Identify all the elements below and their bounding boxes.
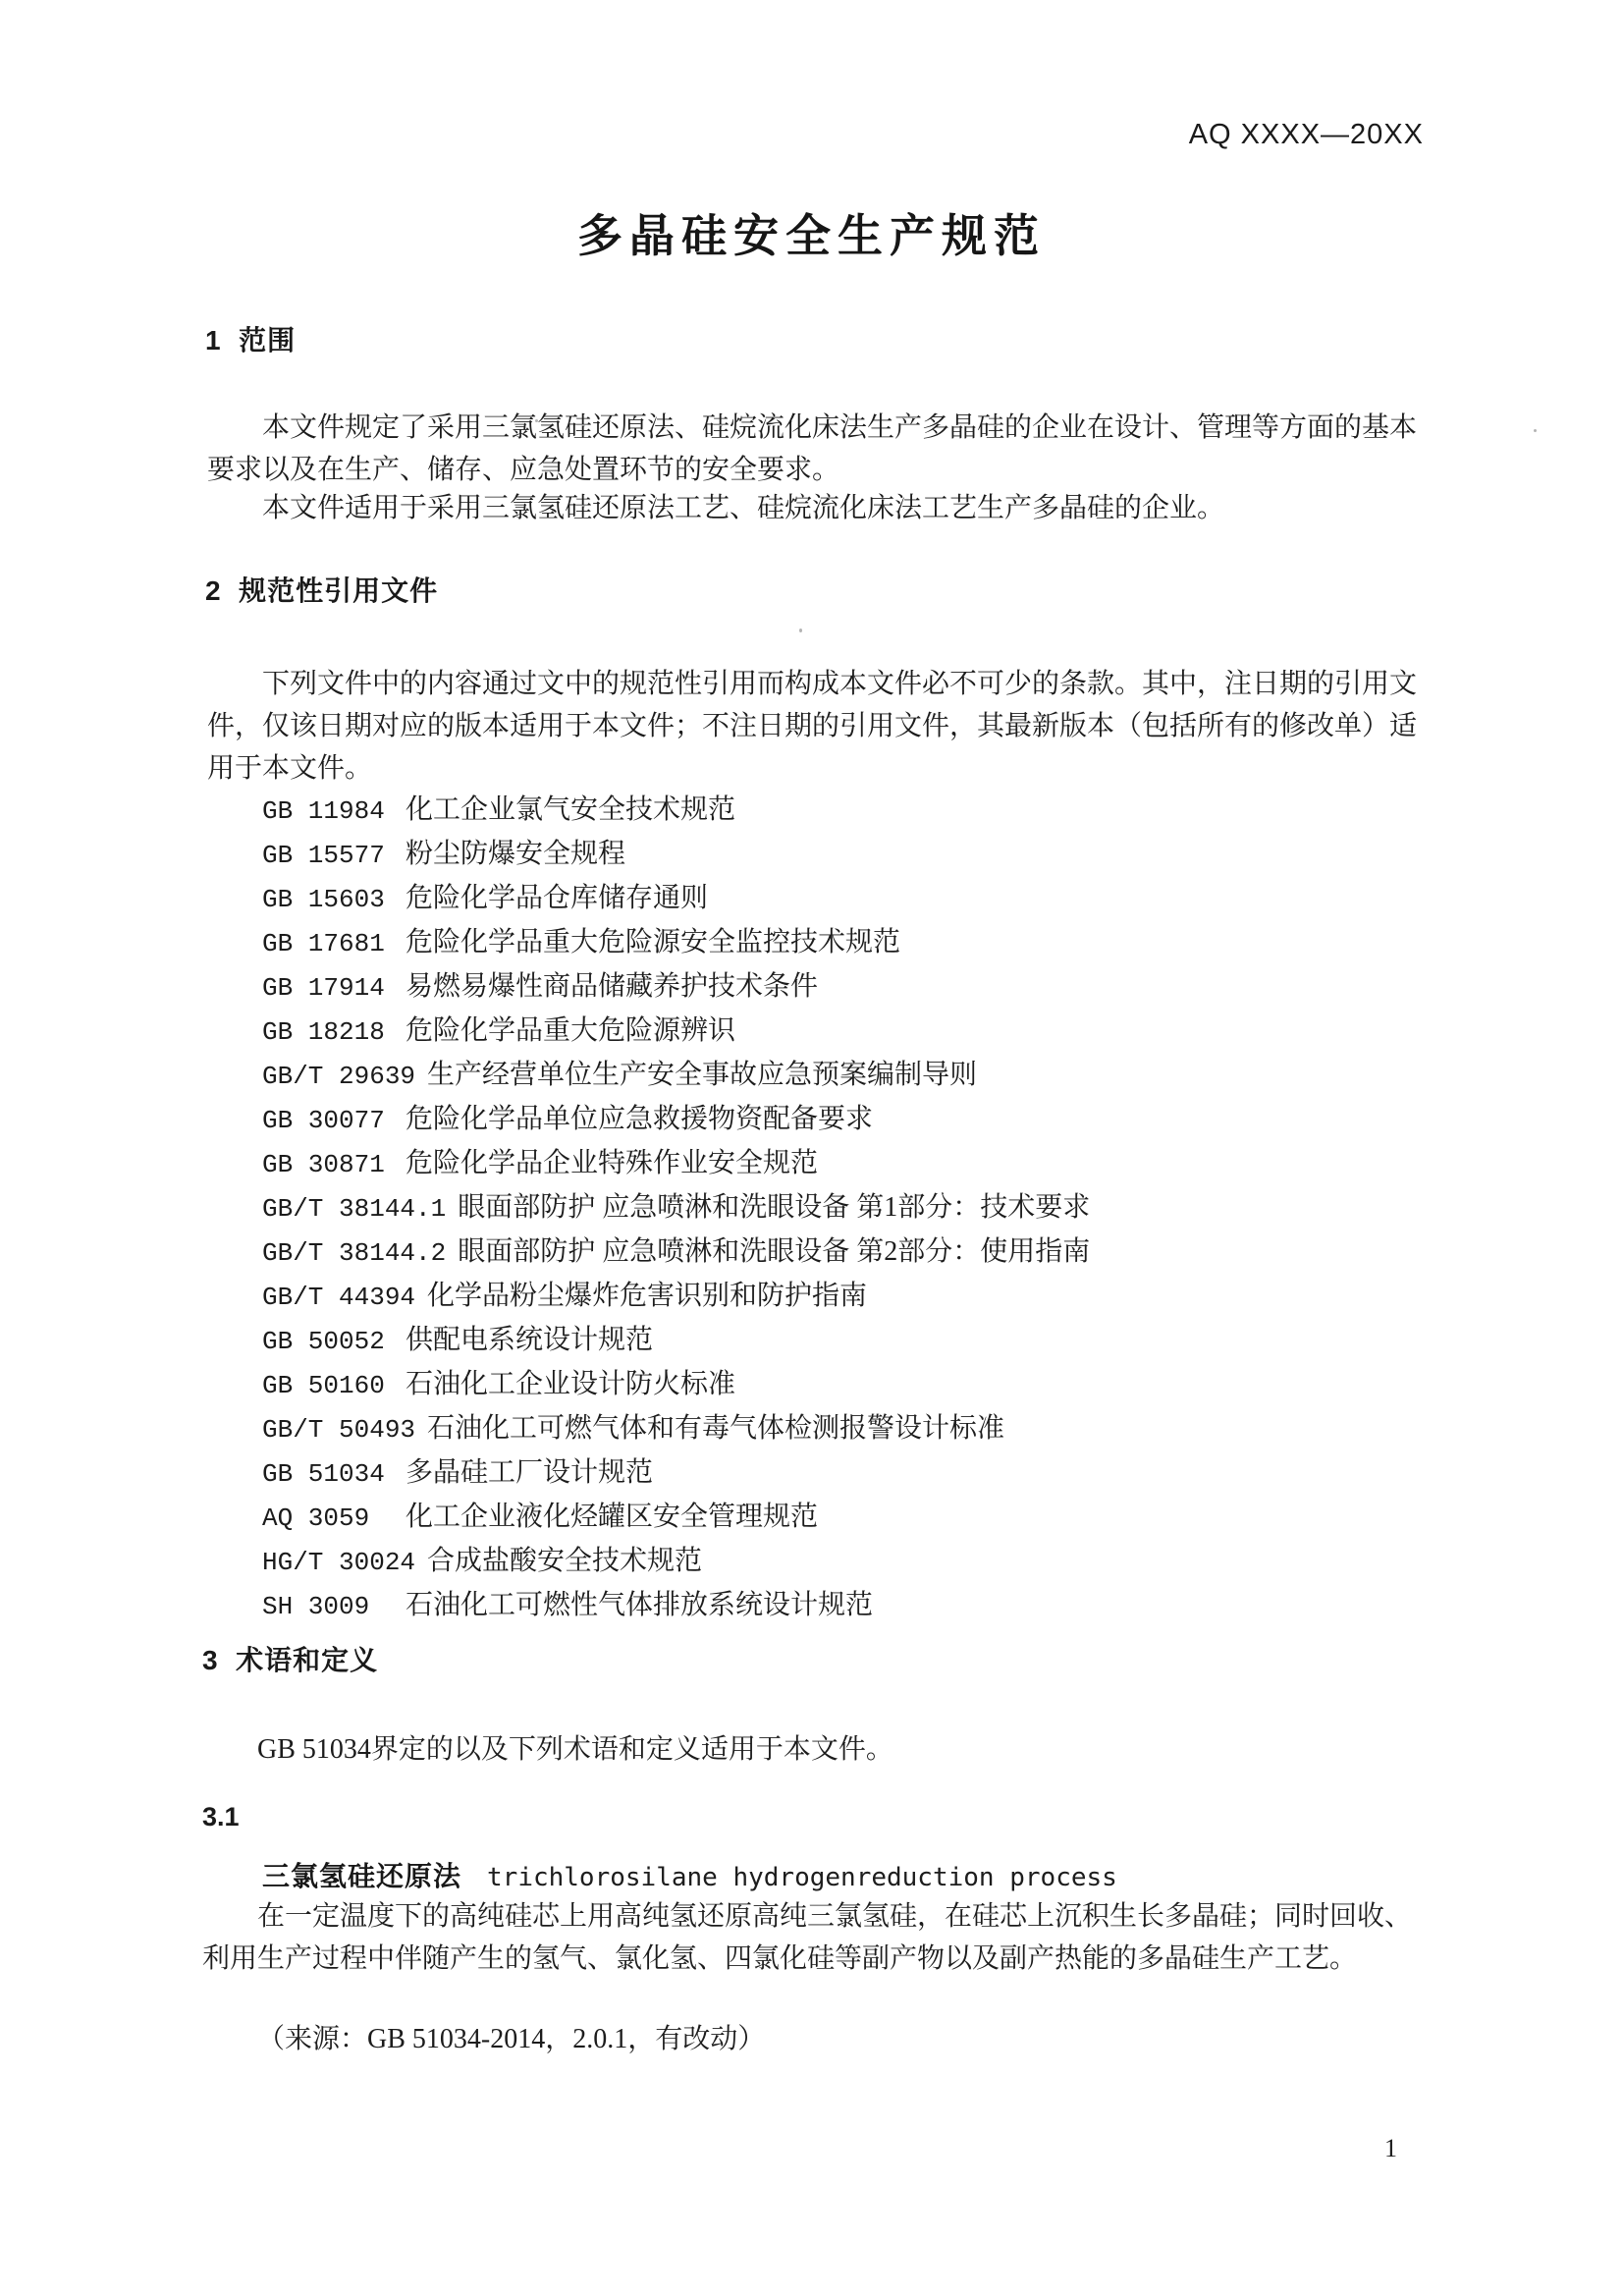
references-list bbox=[262, 789, 1421, 1628]
document-title: 多晶硅安全生产规范 bbox=[577, 210, 1046, 261]
reference-name: 粉尘防爆安全规程 bbox=[406, 839, 626, 869]
reference-row bbox=[262, 965, 1421, 1010]
reference-row bbox=[262, 877, 1421, 921]
reference-row bbox=[262, 1540, 1421, 1584]
reference-code: GB 50160 bbox=[262, 1371, 385, 1400]
reference-name: 石油化工企业设计防火标准 bbox=[406, 1369, 736, 1399]
reference-code: GB/T 38144.1 bbox=[262, 1194, 447, 1224]
reference-name: 合成盐酸安全技术规范 bbox=[427, 1546, 703, 1576]
reference-row bbox=[262, 833, 1421, 877]
reference-name: 危险化学品重大危险源辨识 bbox=[406, 1015, 736, 1046]
reference-name: 危险化学品重大危险源安全监控技术规范 bbox=[406, 927, 901, 957]
reference-name: 化工企业氯气安全技术规范 bbox=[406, 794, 736, 825]
scope-paragraph-2: 本文件适用于采用三氯氢硅还原法工艺、硅烷流化床法工艺生产多晶硅的企业。 bbox=[262, 493, 1225, 523]
reference-code: GB/T 29639 bbox=[262, 1062, 416, 1091]
scan-speck bbox=[1534, 429, 1537, 432]
reference-row bbox=[262, 1319, 1421, 1363]
reference-code: GB/T 38144.2 bbox=[262, 1238, 447, 1268]
reference-code: GB 17914 bbox=[262, 973, 385, 1003]
reference-row bbox=[262, 1584, 1421, 1628]
reference-name: 易燃易爆性商品储藏养护技术条件 bbox=[406, 971, 819, 1002]
reference-code: GB 50052 bbox=[262, 1327, 385, 1356]
reference-code: AQ 3059 bbox=[262, 1503, 370, 1533]
reference-name: 眼面部防护 应急喷淋和洗眼设备 第1部分：技术要求 bbox=[458, 1192, 1091, 1223]
reference-row bbox=[262, 789, 1421, 833]
reference-name: 生产经营单位生产安全事故应急预案编制导则 bbox=[427, 1060, 978, 1090]
reference-row bbox=[262, 921, 1421, 965]
reference-code: GB 15603 bbox=[262, 885, 385, 914]
reference-row bbox=[262, 1186, 1421, 1230]
section-1-heading: 1 范围 bbox=[205, 325, 297, 355]
page-number: 1 bbox=[1384, 2134, 1397, 2162]
reference-code: GB 18218 bbox=[262, 1017, 385, 1047]
reference-code: HG/T 30024 bbox=[262, 1548, 416, 1577]
reference-code: GB 51034 bbox=[262, 1459, 385, 1489]
reference-name: 眼面部防护 应急喷淋和洗眼设备 第2部分：使用指南 bbox=[458, 1236, 1091, 1267]
reference-row bbox=[262, 1142, 1421, 1186]
clause-number: 3.1 bbox=[202, 1802, 240, 1831]
term-name-zh: 三氯氢硅还原法 bbox=[262, 1861, 462, 1891]
reference-row bbox=[262, 1230, 1421, 1275]
reference-code: GB 17681 bbox=[262, 929, 385, 958]
reference-name: 危险化学品仓库储存通则 bbox=[406, 883, 709, 913]
scan-speck bbox=[535, 419, 538, 422]
reference-row bbox=[262, 1407, 1421, 1451]
reference-row bbox=[262, 1275, 1421, 1319]
references-intro: 下列文件中的内容通过文中的规范性引用而构成本文件必不可少的条款。其中，注日期的引用文件，仅该日期对应的版本适用于本文件；不注日期的引用文件，其最新版本（包括所有的修改单）适用于本文件。 bbox=[207, 669, 1418, 784]
section-2-heading: 2 规范性引用文件 bbox=[205, 575, 439, 606]
terms-intro: GB 51034界定的以及下列术语和定义适用于本文件。 bbox=[257, 1734, 893, 1765]
reference-row bbox=[262, 1363, 1421, 1407]
reference-code: GB/T 50493 bbox=[262, 1415, 416, 1445]
reference-name: 供配电系统设计规范 bbox=[406, 1325, 654, 1355]
reference-row bbox=[262, 1010, 1421, 1054]
reference-name: 危险化学品单位应急救援物资配备要求 bbox=[406, 1104, 874, 1134]
reference-name: 石油化工可燃性气体排放系统设计规范 bbox=[406, 1590, 874, 1620]
scan-speck bbox=[799, 629, 802, 632]
doc-code: AQ XXXX—20XX bbox=[1188, 119, 1424, 150]
section-3-heading: 3 术语和定义 bbox=[202, 1645, 379, 1675]
reference-row bbox=[262, 1496, 1421, 1540]
reference-code: GB 30077 bbox=[262, 1106, 385, 1135]
reference-code: GB 30871 bbox=[262, 1150, 385, 1179]
reference-code: SH 3009 bbox=[262, 1592, 370, 1621]
reference-code: GB 15577 bbox=[262, 841, 385, 870]
term-definition: 在一定温度下的高纯硅芯上用高纯氢还原高纯三氯氢硅，在硅芯上沉积生长多晶硅；同时回收、利用生产过程中伴随产生的氢气、氯化氢、四氯化硅等副产物以及副产热能的多晶硅生产工艺。 bbox=[202, 1901, 1413, 1974]
reference-name: 化学品粉尘爆炸危害识别和防护指南 bbox=[427, 1281, 868, 1311]
reference-code: GB/T 44394 bbox=[262, 1283, 416, 1312]
reference-name: 化工企业液化烃罐区安全管理规范 bbox=[406, 1502, 819, 1532]
reference-code: GB 11984 bbox=[262, 796, 385, 826]
reference-row bbox=[262, 1451, 1421, 1496]
reference-row bbox=[262, 1098, 1421, 1142]
reference-row bbox=[262, 1054, 1421, 1098]
term-heading bbox=[262, 1862, 1117, 1896]
reference-name: 多晶硅工厂设计规范 bbox=[406, 1457, 654, 1488]
scope-paragraph-1: 本文件规定了采用三氯氢硅还原法、硅烷流化床法生产多晶硅的企业在设计、管理等方面的基本要求以及在生产、储存、应急处置环节的安全要求。 bbox=[207, 412, 1418, 485]
term-source: （来源：GB 51034-2014，2.0.1，有改动） bbox=[257, 2024, 766, 2054]
reference-name: 危险化学品企业特殊作业安全规范 bbox=[406, 1148, 819, 1178]
reference-name: 石油化工可燃气体和有毒气体检测报警设计标准 bbox=[427, 1413, 1005, 1444]
term-name-en: trichlorosilane hydrogenreduction process bbox=[487, 1863, 1117, 1892]
